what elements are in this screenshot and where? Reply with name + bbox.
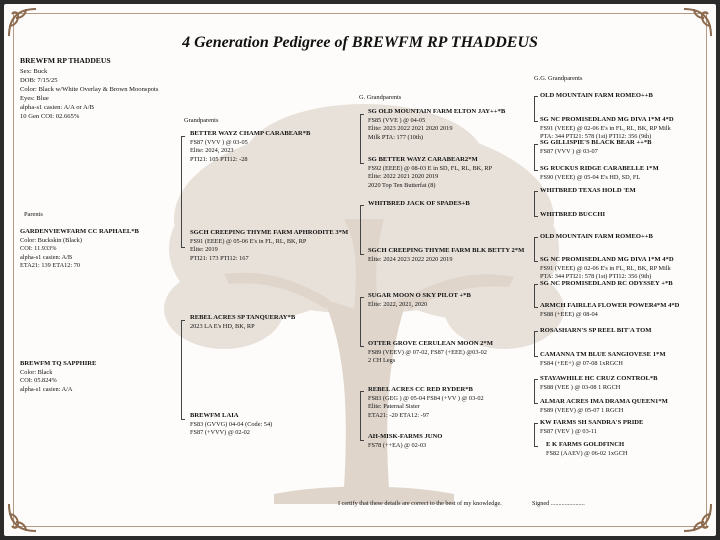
bracket-gp4 xyxy=(360,391,364,441)
header-g-grandparents: G. Grandparents xyxy=(359,94,402,101)
bracket-ggp6 xyxy=(534,331,538,357)
parent-sire: GARDENVIEWFARM CC RAPHAEL*B Color: Buckskin (Black) COI: 11.933% alpha-s1 casien: A/B ETA21: 139 ETA12: 70 xyxy=(20,228,139,270)
gg-grandparent-1: OLD MOUNTAIN FARM ROMEO++B xyxy=(540,92,653,99)
grandparent-1: BETTER WAYZ CHAMP CARABEAR*B FS87 (VVV ) @ 03-05 Elite: 2024, 2023 PTI21: 105 PTI12: -28 xyxy=(190,130,311,163)
gg-grandparent-5: WHITBRED TEXAS HOLD 'EM xyxy=(540,187,636,194)
grandparent-3: REBEL ACRES SP TANQUERAY*B 2023 LA E's HD, BK, RP xyxy=(190,314,296,330)
parent-dam: BREWFM TQ SAPPHIRE Color: Black COI: 05.824% alpha-s1 casien: A/A xyxy=(20,360,97,393)
bracket-sire-line xyxy=(181,136,185,248)
gg-grandparent-11: ROSASHARN'S SP REEL BIT'A TOM xyxy=(540,327,652,334)
gg-grandparent-6: WHITBRED BUCCHI xyxy=(540,211,606,218)
grandparent-4: BREWFM LAIA FS83 (GVVG) 04-04 (Code: 54) FS87 (+VVV) @ 02-02 xyxy=(190,412,273,437)
gg-grandparent-8: SG NC PROMISEDLAND MG DIVA 1*M 4*D FS91 (VEEE) @ 02-06 E's in FL, RL, BK, RP Milk PTA: 344 PTI21: 578 (1st) PTI12: 356 (9th) xyxy=(540,256,674,281)
gg-grandparent-16: E K FARMS GOLDFINCH FS82 (AAEV) @ 06-02 1xGCH xyxy=(546,441,628,457)
bracket-ggp1 xyxy=(534,96,538,122)
bracket-dam-line xyxy=(181,320,185,420)
gg-grandparent-14: ALMAR ACRES IMA DRAMA QUEEN1*M FS89 (VEEV) @ 05-07 1 RGCH xyxy=(540,398,668,414)
gg-grandparent-2: SG NC PROMISEDLAND MG DIVA 1*M 4*D FS91 (VEEE) @ 02-06 E's in FL, RL, BK, RP Milk PTA: 344 PTI21: 578 (1st) PTI12: 356 (9th) xyxy=(540,116,674,141)
gg-grandparent-3: SG GILLISPIE'S BLACK BEAR ++*B FS87 (VVV ) @ 03-07 xyxy=(540,139,652,155)
animal-details: Sex: Buck DOB: 7/15/25 Color: Black w/White Overlay & Brown Moonspots Eyes: Blue alpha-s1 casien: A/A or A/B 10 Gen COI: 02.665% xyxy=(20,68,159,120)
bracket-ggp7 xyxy=(534,379,538,404)
header-grandparents: Grandparents xyxy=(184,117,219,124)
grandparent-2: SGCH CREEPING THYME FARM APHRODITE 3*M FS91 (EEEE) @ 05-06 E's in FL, RL, BK, RP Elite: 2019 PTI21: 173 PTI12: 167 xyxy=(190,229,349,262)
page-title: 4 Generation Pedigree of BREWFM RP THADDEUS xyxy=(182,34,538,51)
bracket-gp1 xyxy=(360,114,364,164)
corner-ornament-bottom-left xyxy=(6,500,40,534)
gg-grandparent-15: KW FARMS SH SANDRA'S PRIDE FS87 (VEV ) @ 03-11 xyxy=(540,419,644,435)
bracket-gp3 xyxy=(360,297,364,347)
signature-line: Signed ...................... xyxy=(532,500,585,507)
gg-grandparent-12: CAMANNA TM BLUE SANGIOVESE 1*M FS84 (+EE+) @ 07-08 1xRGCH xyxy=(540,351,666,367)
g-grandparent-6: OTTER GROVE CERULEAN MOON 2*M FS89 (VEEV) @ 07-02, FS87 (+EEE) @03-02 2 CH Legs xyxy=(368,340,493,365)
certify-statement: I certify that these details are correct to the best of my knowledge. xyxy=(338,500,502,507)
bracket-ggp2 xyxy=(534,144,538,171)
g-grandparent-4: SGCH CREEPING THYME FARM BLK BETTY 2*M Elite: 2024 2023 2022 2020 2019 xyxy=(368,247,525,263)
gg-grandparent-4: SG RUCKUS RIDGE CARABELLE 1*M FS90 (VEEE) @ 05-04 E's HD, SD, FL xyxy=(540,165,659,181)
g-grandparent-1: SG OLD MOUNTAIN FARM ELTON JAY++*B FS85 (VVE ) @ 04-05 Elite: 2023 2022 2021 2020 2019 Milk PTA: 177 (10th) xyxy=(368,108,506,141)
bracket-ggp3 xyxy=(534,191,538,217)
header-gg-grandparents: G.G. Grandparents xyxy=(534,75,583,82)
animal-name: BREWFM RP THADDEUS xyxy=(20,56,111,65)
bracket-gp2 xyxy=(360,205,364,255)
g-grandparent-8: AH-MISK-FARMS JUNO FS78 (++EA) @ 02-03 xyxy=(368,433,443,449)
g-grandparent-3: WHITBRED JACK OF SPADES+B xyxy=(368,200,470,207)
gg-grandparent-9: SG NC PROMISEDLAND RC ODYSSEY +*B xyxy=(540,280,673,287)
g-grandparent-2: SG BETTER WAYZ CARABEAR2*M FS92 (EEEE) @ 08-03 E in SD, FL, RL, BK, RP Elite: 2022 2021 2020 2019 2020 Top Ten Butterfat (8) xyxy=(368,156,493,189)
g-grandparent-7: REBEL ACRES CC RED RYDER*B FS83 (GEG ) @ 05-04 FS84 (+VV ) @ 03-02 Elite: Paternal Sister ETA21: -20 ETA12: -97 xyxy=(368,386,484,419)
corner-ornament-bottom-right xyxy=(680,500,714,534)
g-grandparent-5: SUGAR MOON O SKY PILOT +*B Elite: 2022, 2021, 2020 xyxy=(368,292,471,308)
bracket-ggp5 xyxy=(534,284,538,308)
bracket-ggp8 xyxy=(534,423,538,447)
header-parents: Parents xyxy=(24,211,43,218)
gg-grandparent-7: OLD MOUNTAIN FARM ROMEO++B xyxy=(540,233,653,240)
pedigree-page xyxy=(4,4,716,536)
gg-grandparent-10: ARMCH FAIRLEA FLOWER POWER4*M 4*D FS88 (+EEE) @ 08-04 xyxy=(540,302,680,318)
gg-grandparent-13: STAYAWHILE HC CRUZ CONTROL*B FS88 (VEE ) @ 03-08 1 RGCH xyxy=(540,375,658,391)
bracket-ggp4 xyxy=(534,237,538,262)
